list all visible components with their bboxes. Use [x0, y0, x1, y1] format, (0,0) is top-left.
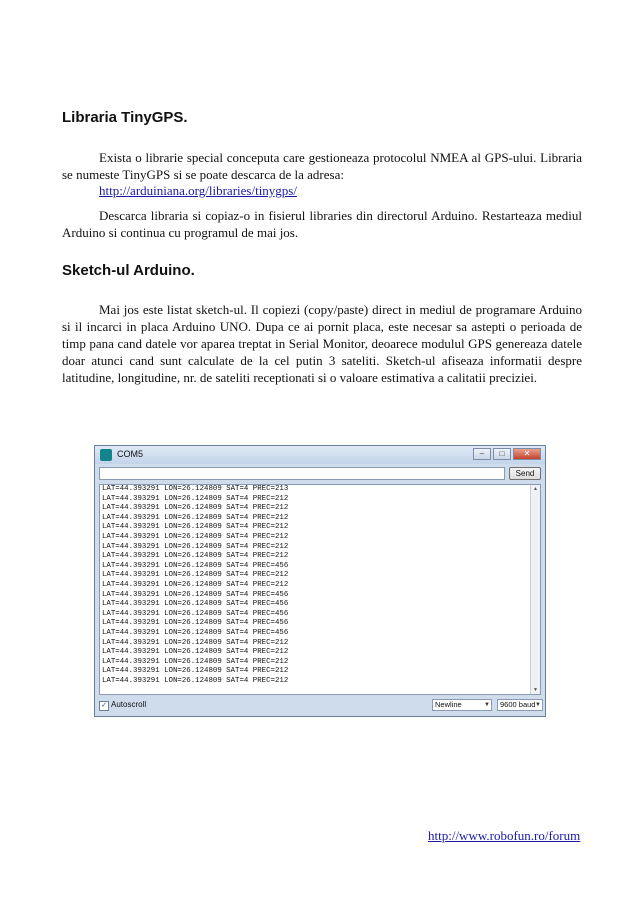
- serial-output-line: LAT=44.393291 LON=26.124809 SAT=4 PREC=212: [102, 523, 289, 532]
- robofun-forum-link[interactable]: http://www.robofun.ro/forum: [428, 828, 581, 843]
- paragraph-install-instructions: Descarca libraria si copiaz-o in fisierul libraries din directorul Arduino. Restarteaza mediul Arduino si continua cu programul de mai jos.: [62, 208, 582, 240]
- window-titlebar[interactable]: [95, 446, 545, 464]
- section-heading-sketch: Sketch-ul Arduino.: [62, 262, 195, 279]
- serial-output-line: LAT=44.393291 LON=26.124809 SAT=4 PREC=212: [102, 580, 289, 589]
- serial-output-line: LAT=44.393291 LON=26.124809 SAT=4 PREC=212: [102, 667, 289, 676]
- maximize-icon[interactable]: □: [493, 448, 511, 460]
- serial-output-line: LAT=44.393291 LON=26.124809 SAT=4 PREC=456: [102, 561, 289, 570]
- serial-output-line: LAT=44.393291 LON=26.124809 SAT=4 PREC=212: [102, 552, 289, 561]
- serial-output-line: LAT=44.393291 LON=26.124809 SAT=4 PREC=212: [102, 638, 289, 647]
- serial-monitor-window: [94, 445, 546, 717]
- serial-output-line: LAT=44.393291 LON=26.124809 SAT=4 PREC=212: [102, 676, 289, 685]
- serial-output-line: LAT=44.393291 LON=26.124809 SAT=4 PREC=212: [102, 571, 289, 580]
- send-button[interactable]: Send: [509, 467, 541, 480]
- serial-output-line: LAT=44.393291 LON=26.124809 SAT=4 PREC=456: [102, 628, 289, 637]
- serial-output[interactable]: [99, 484, 541, 695]
- baud-rate-value: 9600 baud: [500, 700, 536, 709]
- paragraph-sketch-description: Mai jos este listat sketch-ul. Il copiezi (copy/paste) direct in mediul de programare Arduino si il incarci in placa Arduino UNO. Dupa ce ai pornit placa, este necesar sa astepti o perioada de timp pana cand datele vor aparea treptat in Serial Monitor, deoarece modulul GPS genereaza datele doar atunci cand sunt calculate de la cel putin 3 sateliti. Sketch-ul afiseaza informatii despre latitudine, longitudine, nr. de sateliti receptionati si o valoare estimativa a calitatii preciziei.: [62, 302, 582, 385]
- arduino-app-icon: [100, 449, 112, 461]
- autoscroll-checkbox[interactable]: ✓: [99, 701, 109, 711]
- serial-output-line: LAT=44.393291 LON=26.124809 SAT=4 PREC=456: [102, 619, 289, 628]
- serial-output-line: LAT=44.393291 LON=26.124809 SAT=4 PREC=212: [102, 542, 289, 551]
- line-ending-select[interactable]: [432, 699, 492, 711]
- close-icon[interactable]: ✕: [513, 448, 541, 460]
- chevron-down-icon: ▼: [535, 702, 541, 708]
- scroll-up-icon[interactable]: ▲: [533, 486, 538, 492]
- serial-output-line: LAT=44.393291 LON=26.124809 SAT=4 PREC=456: [102, 600, 289, 609]
- serial-output-line: LAT=44.393291 LON=26.124809 SAT=4 PREC=212: [102, 657, 289, 666]
- serial-output-line: LAT=44.393291 LON=26.124809 SAT=4 PREC=456: [102, 609, 289, 618]
- autoscroll-label: Autoscroll: [111, 700, 147, 709]
- chevron-down-icon: ▼: [484, 702, 490, 708]
- serial-output-line: LAT=44.393291 LON=26.124809 SAT=4 PREC=212: [102, 504, 289, 513]
- minimize-icon[interactable]: –: [473, 448, 491, 460]
- serial-output-line: LAT=44.393291 LON=26.124809 SAT=4 PREC=212: [102, 532, 289, 541]
- tinygps-link[interactable]: http://arduiniana.org/libraries/tinygps/: [99, 183, 297, 198]
- line-ending-value: Newline: [435, 700, 462, 709]
- baud-rate-select[interactable]: [497, 699, 543, 711]
- serial-output-line: LAT=44.393291 LON=26.124809 SAT=4 PREC=213: [102, 485, 289, 493]
- serial-output-line: LAT=44.393291 LON=26.124809 SAT=4 PREC=456: [102, 590, 289, 599]
- scroll-down-icon[interactable]: ▼: [533, 687, 538, 693]
- send-input[interactable]: [99, 467, 505, 480]
- serial-output-lines: [102, 485, 530, 686]
- section-heading-tinygps: Libraria TinyGPS.: [62, 109, 188, 126]
- paragraph-library-intro: Exista o librarie special conceputa care gestioneaza protocolul NMEA al GPS-ului. Libraria se numeste TinyGPS si se poate descarca de la adresa:: [62, 150, 582, 182]
- window-title: COM5: [117, 449, 144, 459]
- vertical-scrollbar[interactable]: [530, 485, 540, 694]
- serial-output-line: LAT=44.393291 LON=26.124809 SAT=4 PREC=212: [102, 513, 289, 522]
- serial-output-line: LAT=44.393291 LON=26.124809 SAT=4 PREC=212: [102, 648, 289, 657]
- serial-output-line: LAT=44.393291 LON=26.124809 SAT=4 PREC=212: [102, 494, 289, 503]
